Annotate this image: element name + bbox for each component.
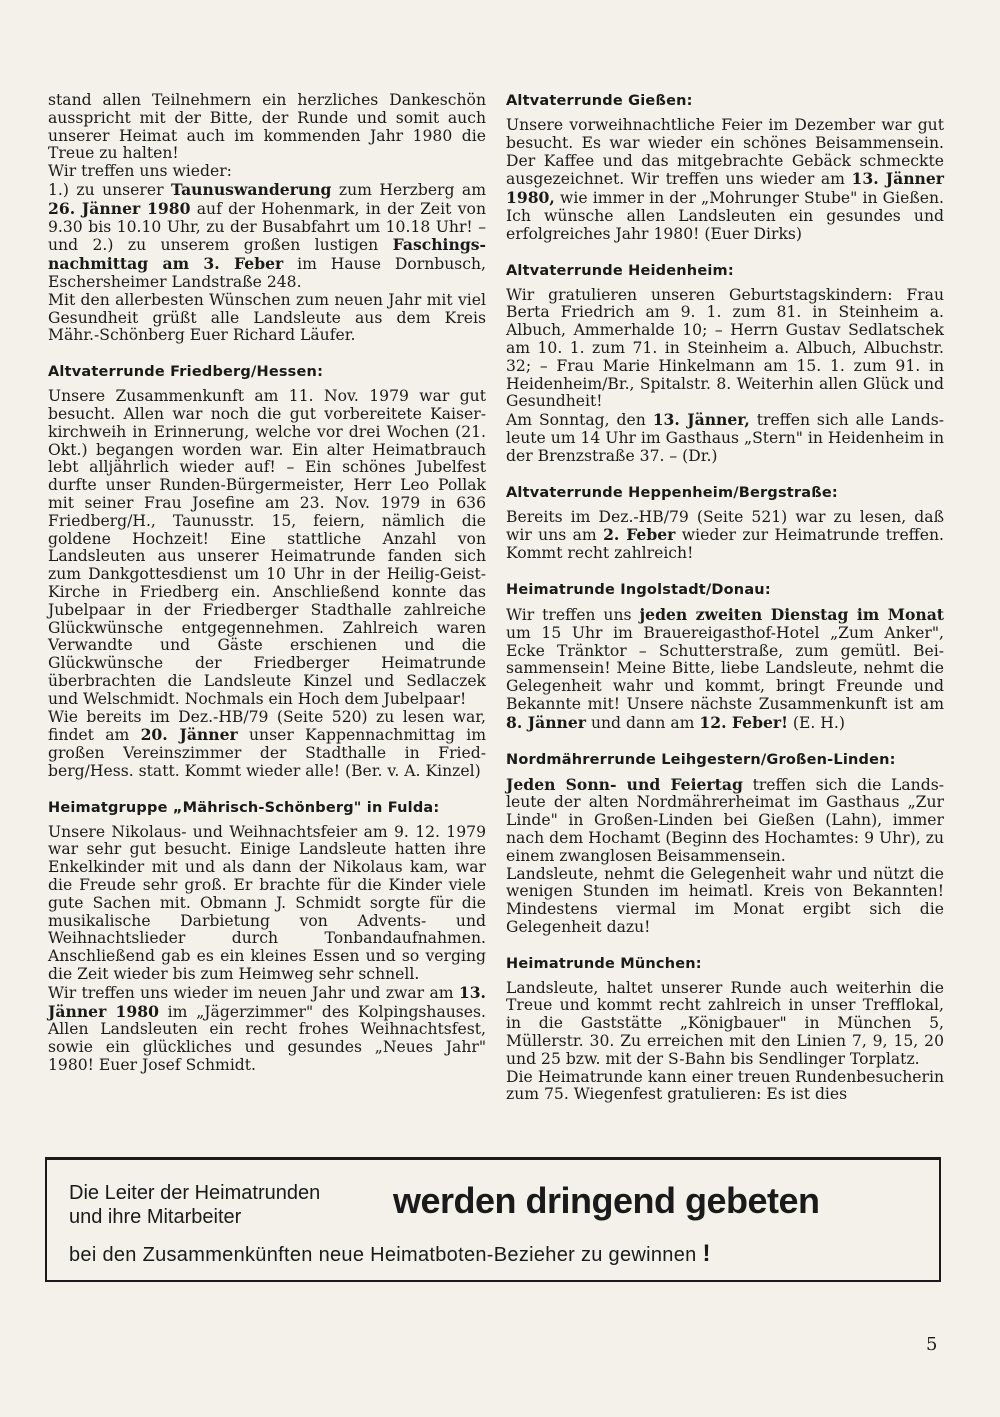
intro-line: Wir treffen uns wieder: [48, 162, 232, 181]
heidenheim-paragraph-2: Am Sonntag, den 13. Jänner, treffen sich alle Landsleute um 14 Uhr im Gasthaus „Stern" in Heidenheim in der Brenzstraße 37. – (Dr.) [506, 410, 944, 465]
giessen-paragraph: Unsere vorweihnachtliche Feier im Dezember war gut besucht. Es war wieder ein schönes Beisammensein. Der Kaffee und das mitgebrachte Gebäck schmeckte ausgezeichnet. Wir treffen uns wieder am 13. Jänner 1980, wie immer in der „Mohrunger Stube" in Gießen. Ich wünsche allen Landsleuten ein gesundes und erfolgreiches Jahr 1980! (Euer Dirks) [506, 116, 945, 243]
section-title-leihgestern: Nordmährerrunde Leihgestern/Großen-Linden: [506, 751, 896, 768]
appeal-leaders: Die Leiter der Heimatrunden und ihre Mitarbeiter [69, 1182, 321, 1228]
muenchen-paragraph-1: Landsleute, haltet unserer Runde auch weiterhin die Treue und kommt recht zahlreich in unser Trefflokal, in die Gaststätte „Königbauer" in München 5, Müllerstr. 30. Zu erreichen mit den Linien 7, 9, 15, 20 und 25 bzw. mit der S-Bahn bis Sendlinger Torplatz. [506, 978, 944, 1068]
intro-paragraph: stand allen Teilnehmern ein herzliches Dankeschön ausspricht mit der Bitte, der Runde und somit auch unserer Heimat auch im kommenden Jahr 1980 die Treue zu halten! [48, 91, 486, 163]
appeal-headline: werden dringend gebeten [393, 1180, 820, 1221]
heidenheim-paragraph-1: Wir gratulieren unseren Geburtstagskindern: Frau Berta Friedrich am 9. 1. zum 81. in Steinheim a. Albuch, Ammerhalde 10; – Herrn Gustav Sedlatschek am 10. 1. zum 71. in Steinheim a. Albuch, Albuchstr. 32; – Frau Marie Hinkelmann am 15. 1. zum 91. in Heidenheim/Br., Spitalstr. 8. Weiterhin allen Glück und Gesundheit! [506, 285, 944, 411]
section-title-giessen: Altvaterrunde Gießen: [506, 93, 693, 109]
ingolstadt-paragraph: Wir treffen uns jeden zweiten Dienstag im Monat um 15 Uhr im Brauereigasthof-Hotel „Zum Anker", Ecke Tränktor – Schutterstraße, zum gemütl. Beisammensein! Meine Bitte, liebe Landsleute, nehmt die Gelegenheit wahr und kommt, bringt Freunde und Bekannte mit! Unsere nächste Zusammenkunft ist am 8. Jänner und dann am 12. Feber! (E. H.) [506, 604, 945, 732]
right-column [506, 92, 944, 1104]
section-title-heidenheim: Altvaterrunde Heidenheim: [506, 262, 734, 279]
friedberg-paragraph-1: Unsere Zusammenkunft am 11. Nov. 1979 war gut besucht. Allen war noch die gut vorbereitete Kaiserkirchweih in Erinnerung, welche vor drei Wochen (21. Okt.) begangen worden war. Ein alter Heimatbrauch lebt alljährlich wieder auf! – Ein schönes Jubelfest durfte unser Runden-Bürgermeister, Herr Leo Pollak mit seiner Frau Josefine am 23. Nov. 1979 in 636 Friedberg/H., Taunusstr. 15, feiern, nämlich die goldene Hochzeit! Eine stattliche Anzahl von Landsleuten aus unserer Heimatrunde fanden sich zum Dankgottesdienst um 10 Uhr in der Heilig-Geist-Kirche in Friedberg ein. Anschließend konnte das Jubelpaar in der Friedberger Stadthalle zahlreiche Glückwünsche entgegennehmen. Zahlreich waren Verwandte und Gäste erschienen und die Glückwünsche der Friedberger Heimatrunde überbrachten die Landsleute Kinzel und Sedlaczek und Welschmidt. Nochmals ein Hoch dem Jubelpaar! [48, 387, 486, 708]
leihgestern-paragraph-1: Jeden Sonn- und Feiertag treffen sich die Landsleute der alten Nordmährerheimat im Gasthaus „Zur Linde" in Großen-Linden bei Gießen (Lahn), immer nach dem Hochamt (Beginn des Hochamtes: 9 Uhr), zu einem zwanglosen Beisammensein. [506, 774, 944, 865]
page-number: 5 [926, 1334, 938, 1355]
appeal-box [45, 1157, 941, 1282]
section-title-ingolstadt: Heimatrunde Ingolstadt/Donau: [506, 581, 771, 598]
greeting-paragraph: Mit den allerbesten Wünschen zum neuen Jahr mit viel Gesundheit grüßt alle Landsleute aus dem Kreis Mähr.-Schönberg Euer Richard Läufer. [48, 290, 486, 345]
muenchen-paragraph-2: Die Heimatrunde kann einer treuen Rundenbesucherin zum 75. Wiegenfest gratulieren: Es ist dies [506, 1067, 944, 1104]
fulda-paragraph-2: Wir treffen uns wieder im neuen Jahr und zwar am 13. Jänner 1980 im „Jägerzimmer" des Kolpingshauses. Allen Landsleuten ein recht frohes Weihnachtsfest, sowie ein glückliches und gesundes „Neues Jahr" 1980! Euer Josef Schmidt. [48, 982, 486, 1075]
section-title-heppenheim: Altvaterrunde Heppenheim/Bergstraße: [506, 484, 838, 501]
heppenheim-paragraph: Bereits im Dez.-HB/79 (Seite 521) war zu lesen, daß wir uns am 2. Feber wieder zur Heimatrunde treffen. Kommt recht zahlreich! [506, 507, 944, 563]
section-title-friedberg: Altvaterrunde Friedberg/Hessen: [48, 364, 324, 381]
section-title-muenchen: Heimatrunde München: [506, 955, 702, 972]
section-title-fulda: Heimatgruppe „Mährisch-Schönberg" in Fulda: [48, 799, 440, 816]
appeal-bottom-line: bei den Zusammenkünften neue Heimatboten-Bezieher zu gewinnen ! [69, 1240, 711, 1267]
leihgestern-paragraph-2: Landsleute, nehmt die Gelegenheit wahr und nützt die wenigen Stunden im heimatl. Kreis von Bekannten! Mindestens viermal im Monat ergibt sich die Gelegenheit dazu! [506, 864, 944, 936]
left-column [48, 92, 486, 1075]
fulda-paragraph-1: Unsere Nikolaus- und Weihnachtsfeier am 9. 12. 1979 war sehr gut besucht. Einige Landsleute hatten ihre Enkelkinder mit und als dann der Nikolaus kam, war die Freude sehr groß. Er brachte für die Kinder viele gute Sachen mit. Obmann J. Schmidt sorgte für die musikalische Darbietung von Advents- und Weihnachtslieder durch Tonbandaufnahmen. Anschließend gab es ein kleines Essen und so verging die Zeit wieder bis zum Heimweg sehr schnell. [48, 822, 486, 984]
friedberg-paragraph-2: Wie bereits im Dez.-HB/79 (Seite 520) zu lesen war, findet am 20. Jänner unser Kappennachmittag im großen Vereinszimmer der Stadthalle in Friedberg/Hess. statt. Kommt wieder alle! (Ber. v. A. Kinzel) [48, 707, 486, 780]
taunus-paragraph: 1.) zu unserer Taunuswanderung zum Herzberg am 26. Jänner 1980 auf der Hohenmark, in der Zeit von 9.30 bis 10.10 Uhr, zu der Busabfahrt um 10.18 Uhr! – und 2.) zu unserem großen lustigen Faschingsnachmittag am 3. Feber im Hause Dornbusch, Eschersheimer Landstraße 248. [48, 179, 486, 291]
